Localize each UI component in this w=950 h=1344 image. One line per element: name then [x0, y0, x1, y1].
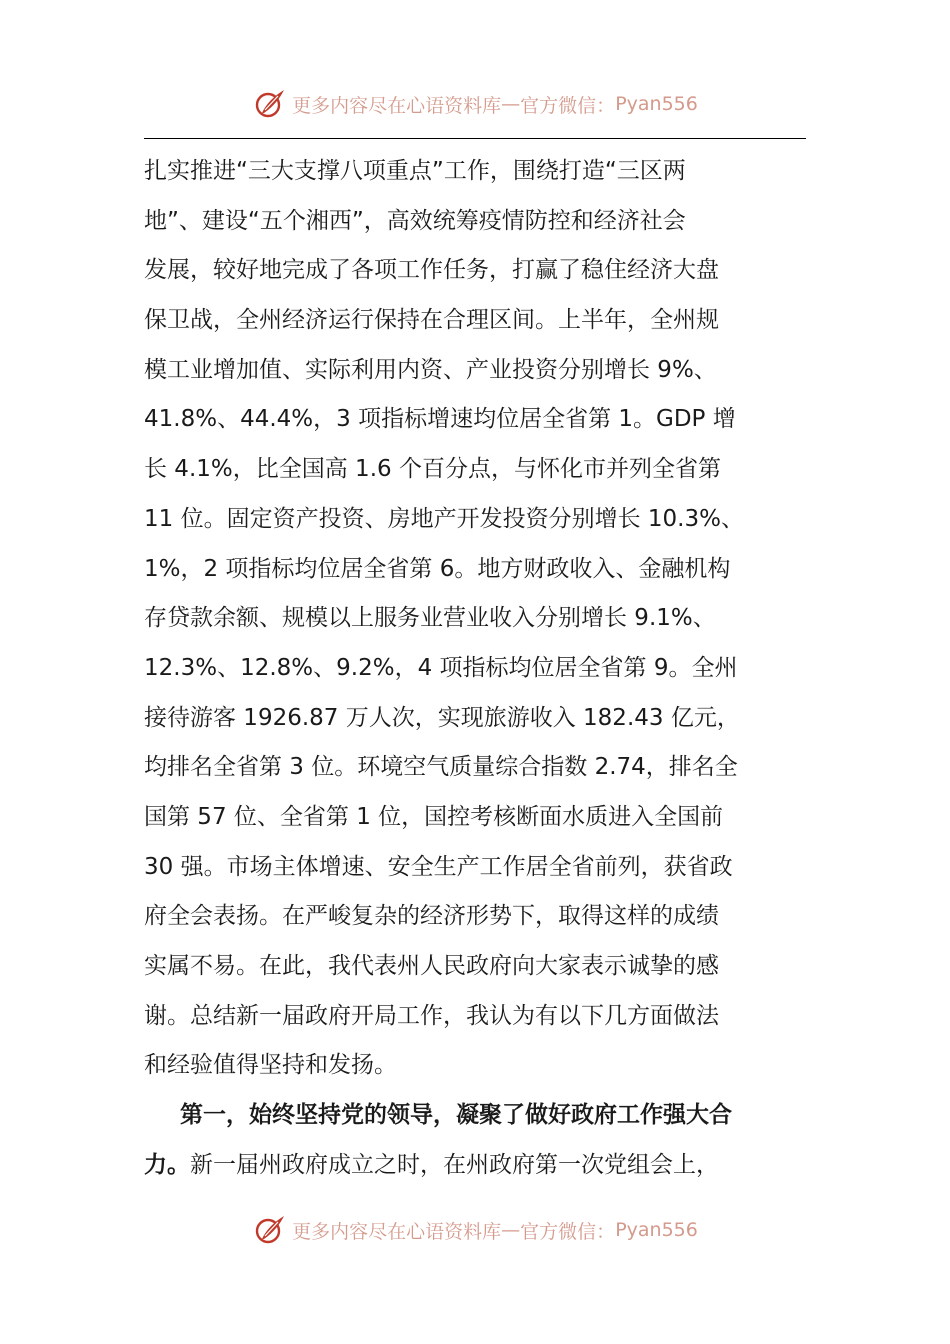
body-line: 模工业增加值、实际利用内资、产业投资分别增长 9%、 [144, 356, 717, 383]
body-line: 长 4.1%，比全国高 1.6 个百分点，与怀化市并列全省第 [144, 456, 721, 483]
body-line: 接待游客 1926.87 万人次，实现旅游收入 182.43 亿元， [144, 704, 740, 731]
body-line: 11 位。固定资产投资、房地产开发投资分别增长 10.3%、 [144, 505, 744, 532]
quill-logo-icon [252, 1212, 288, 1248]
watermark-text: 更多内容尽在心语资料库 [292, 94, 502, 117]
watermark-text: 更多内容尽在心语资料库 [292, 1220, 502, 1243]
body-line: 地”、建设“五个湘西”，高效统筹疫情防控和经济社会 [144, 207, 686, 234]
watermark-label: 官方微信： [520, 94, 616, 117]
watermark-label: 官方微信： [520, 1220, 616, 1243]
watermark-id: Pyan556 [615, 1219, 698, 1241]
quill-logo-icon [252, 86, 288, 122]
watermark-separator: — [501, 1219, 521, 1241]
watermark-id: Pyan556 [615, 93, 698, 115]
point-one-heading: 第一，始终坚持党的领导，凝聚了做好政府工作强大合 [180, 1102, 732, 1129]
body-line: 府全会表扬。在严峻复杂的经济形势下，取得这样的成绩 [144, 903, 719, 930]
body-line: 扎实推进“三大支撑八项重点”工作，围绕打造“三区两 [144, 158, 686, 184]
body-line: 发展，较好地完成了各项工作任务，打赢了稳住经济大盘 [144, 257, 719, 284]
body-line: 30 强。市场主体增速、安全生产工作居全省前列，获省政 [144, 853, 733, 880]
body-line: 存贷款余额、规模以上服务业营业收入分别增长 9.1%、 [144, 605, 716, 632]
body-line: 均排名全省第 3 位。环境空气质量综合指数 2.74，排名全 [144, 754, 738, 781]
body-line: 和经验值得坚持和发扬。 [144, 1052, 397, 1079]
body-line: 实属不易。在此，我代表州人民政府向大家表示诚挚的感 [144, 953, 719, 979]
body-line: 12.3%、12.8%、9.2%，4 项指标均位居全省第 9。全州 [144, 654, 738, 681]
body-line: 41.8%、44.4%，3 项指标增速均位居全省第 1。GDP 增 [144, 406, 736, 433]
body-line: 国第 57 位、全省第 1 位，国控考核断面水质进入全国前 [144, 803, 724, 830]
body-line: 1%，2 项指标均位居全省第 6。地方财政收入、金融机构 [144, 555, 731, 582]
watermark-footer [0, 1210, 950, 1250]
body-line: 保卫战，全州经济运行保持在合理区间。上半年，全州规 [144, 307, 719, 334]
document-body [144, 147, 806, 1190]
point-one-text: 新一届州政府成立之时，在州政府第一次党组会上， [190, 1151, 719, 1178]
point-one-heading-end: 力。 [144, 1151, 190, 1178]
point-one-line [144, 1141, 806, 1191]
body-line: 谢。总结新一届政府开局工作，我认为有以下几方面做法 [144, 1002, 719, 1029]
watermark-separator: — [501, 93, 521, 115]
watermark-header [0, 84, 950, 124]
header-divider [144, 138, 806, 139]
